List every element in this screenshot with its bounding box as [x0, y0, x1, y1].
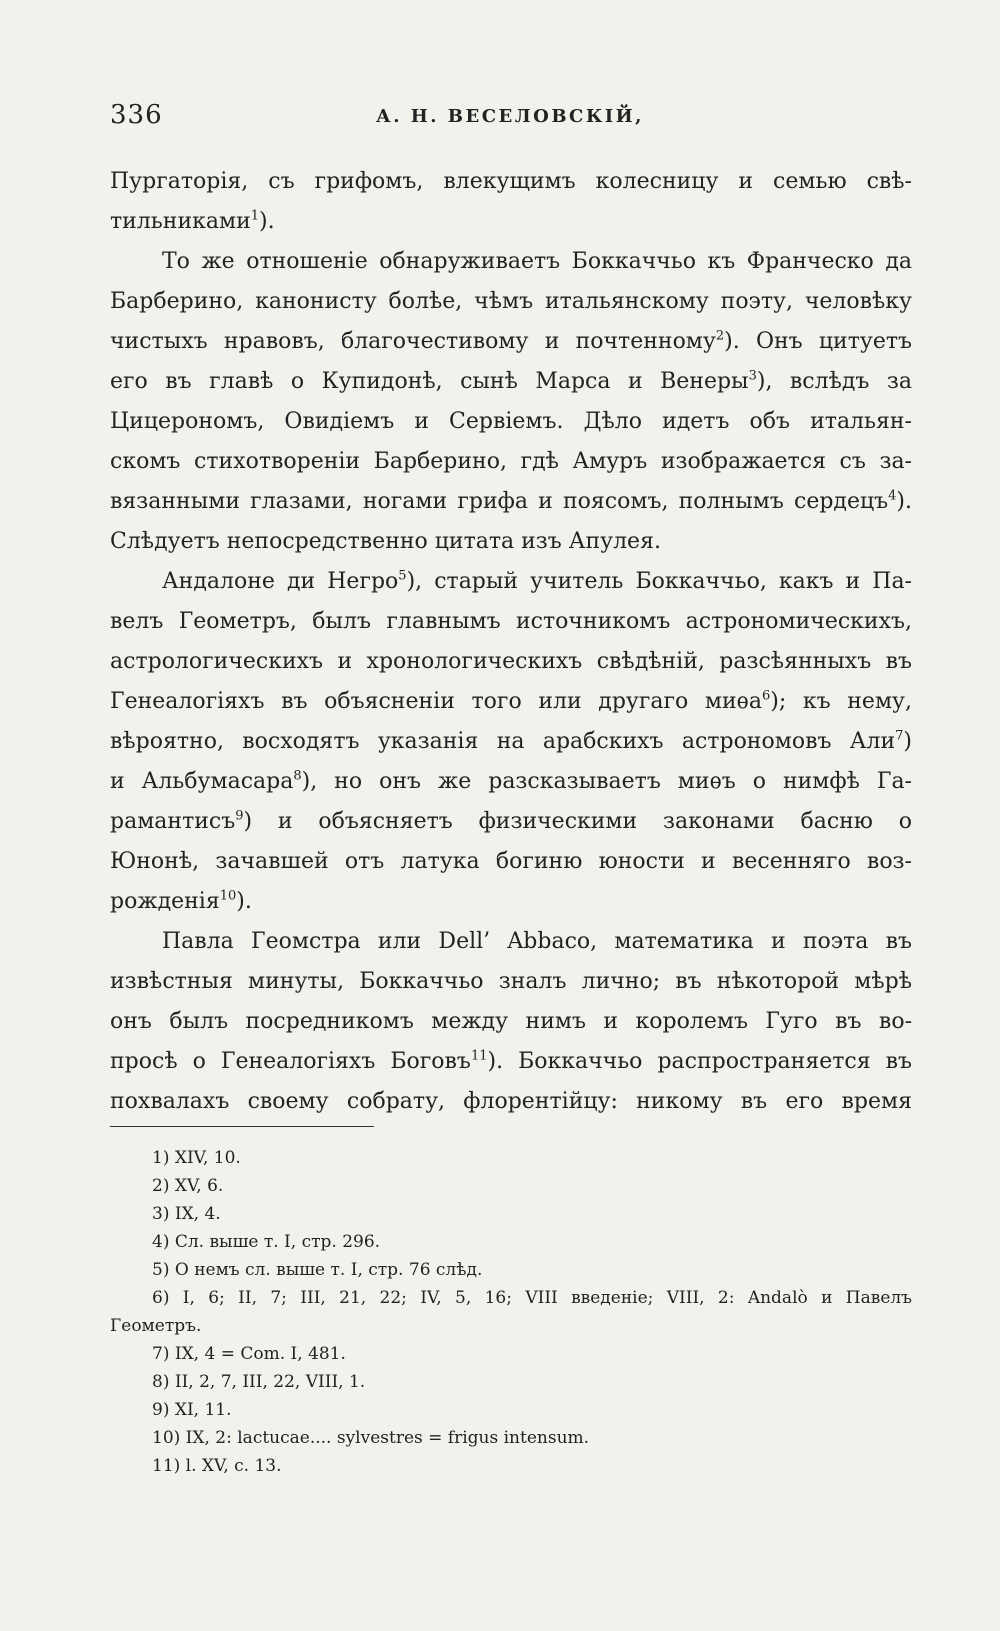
body-line: Цицерономъ, Овидіемъ и Сервіемъ. Дѣло идетъ объ итальян- — [110, 409, 912, 434]
body-text — [110, 162, 912, 1122]
body-line: и Альбумасара$^8$), но онъ же разсказываетъ миѳъ о нимфѣ Га- — [110, 768, 912, 794]
footnote-ref: 10 — [219, 888, 237, 904]
footnote-divider — [110, 1126, 374, 1127]
footnote-continuation: Геометръ. — [110, 1316, 202, 1336]
footnote: 2) XV, 6. — [152, 1176, 224, 1196]
body-line: извѣстныя минуты, Боккаччьо зналъ лично; въ нѣкоторой мѣрѣ — [110, 969, 912, 994]
body-line: тильниками$^1$). — [110, 208, 275, 234]
footnote-ref: 9 — [235, 808, 244, 824]
body-line: велъ Геометръ, былъ главнымъ источникомъ астрономическихъ, — [110, 609, 912, 634]
body-line: вязанными глазами, ногами грифа и поясомъ, полнымъ сердецъ$^4$). — [110, 488, 912, 514]
footnote-ref: 8 — [293, 768, 302, 784]
body-line: Юнонѣ, зачавшей отъ латука богиню юности и весенняго воз- — [110, 849, 912, 874]
page-number: 336 — [110, 100, 163, 130]
body-line: Генеалогіяхъ въ объясненіи того или другаго миѳа$^6$); къ нему, — [110, 688, 912, 714]
footnotes — [110, 1144, 912, 1480]
body-line: просѣ о Генеалогіяхъ Боговъ$^{11}$). Боккаччьо распространяется въ — [110, 1048, 912, 1074]
footnote: 9) XI, 11. — [152, 1400, 232, 1420]
body-line: чистыхъ нравовъ, благочестивому и почтенному$^2$). Онъ цитуетъ — [110, 328, 912, 354]
footnote-ref: 3 — [748, 368, 757, 384]
footnote: 11) l. XV, c. 13. — [152, 1456, 282, 1476]
body-line: его въ главѣ о Купидонѣ, сынѣ Марса и Венеры$^3$), вслѣдъ за — [110, 368, 912, 394]
footnote-ref: 4 — [888, 488, 897, 504]
body-line: Павла Геомстра или Dell’ Abbaco, математика и поэта въ — [162, 929, 912, 954]
running-head — [110, 100, 910, 140]
footnote-ref: 11 — [470, 1048, 488, 1064]
body-line: вѣроятно, восходятъ указанія на арабскихъ астрономовъ Али$^7$) — [110, 728, 912, 754]
body-line: рожденія$^{10}$). — [110, 888, 252, 914]
footnote-ref: 6 — [761, 688, 771, 704]
footnote-ref: 2 — [715, 328, 725, 344]
footnote: 3) IX, 4. — [152, 1204, 221, 1224]
body-line: похвалахъ своему собрату, флорентійцу: никому въ его время — [110, 1089, 912, 1114]
footnote: 4) Сл. выше т. I, стр. 296. — [152, 1232, 381, 1252]
body-line: рамантисъ$^9$) и объясняетъ физическими законами басню о — [110, 808, 912, 834]
footnote: 5) О немъ сл. выше т. I, стр. 76 слѣд. — [152, 1260, 483, 1280]
footnote: 6) I, 6; II, 7; III, 21, 22; IV, 5, 16; VIII введеніе; VIII, 2: Andalò и Павелъ — [152, 1288, 912, 1308]
body-line: скомъ стихотвореніи Барберино, гдѣ Амуръ изображается съ за- — [110, 449, 912, 474]
running-title: А. Н. ВЕСЕЛОВСКІЙ, — [376, 106, 644, 127]
footnote-ref: 1 — [250, 208, 260, 224]
footnote: 8) II, 2, 7, III, 22, VIII, 1. — [152, 1372, 366, 1392]
body-line: Андалоне ди Негро$^5$), старый учитель Боккаччьо, какъ и Па- — [162, 568, 912, 594]
body-line: Барберино, канонисту болѣе, чѣмъ итальянскому поэту, человѣку — [110, 289, 912, 314]
body-line: Слѣдуетъ непосредственно цитата изъ Апулея. — [110, 529, 661, 554]
footnote: 7) IX, 4 = Com. I, 481. — [152, 1344, 346, 1364]
footnote-ref: 7 — [895, 728, 904, 744]
footnote: 1) XIV, 10. — [152, 1148, 241, 1168]
footnote: 10) IX, 2: lactucae.... sylvestres = frigus intensum. — [152, 1428, 590, 1448]
footnote-ref: 5 — [398, 568, 407, 584]
body-line: онъ былъ посредникомъ между нимъ и королемъ Гуго въ во- — [110, 1009, 912, 1034]
body-line: астрологическихъ и хронологическихъ свѣдѣній, разсѣянныхъ въ — [110, 649, 912, 674]
body-line: Пургаторія, съ грифомъ, влекущимъ колесницу и семью свѣ- — [110, 169, 912, 194]
body-line: То же отношеніе обнаруживаетъ Боккаччьо къ Франческо да — [162, 249, 912, 274]
